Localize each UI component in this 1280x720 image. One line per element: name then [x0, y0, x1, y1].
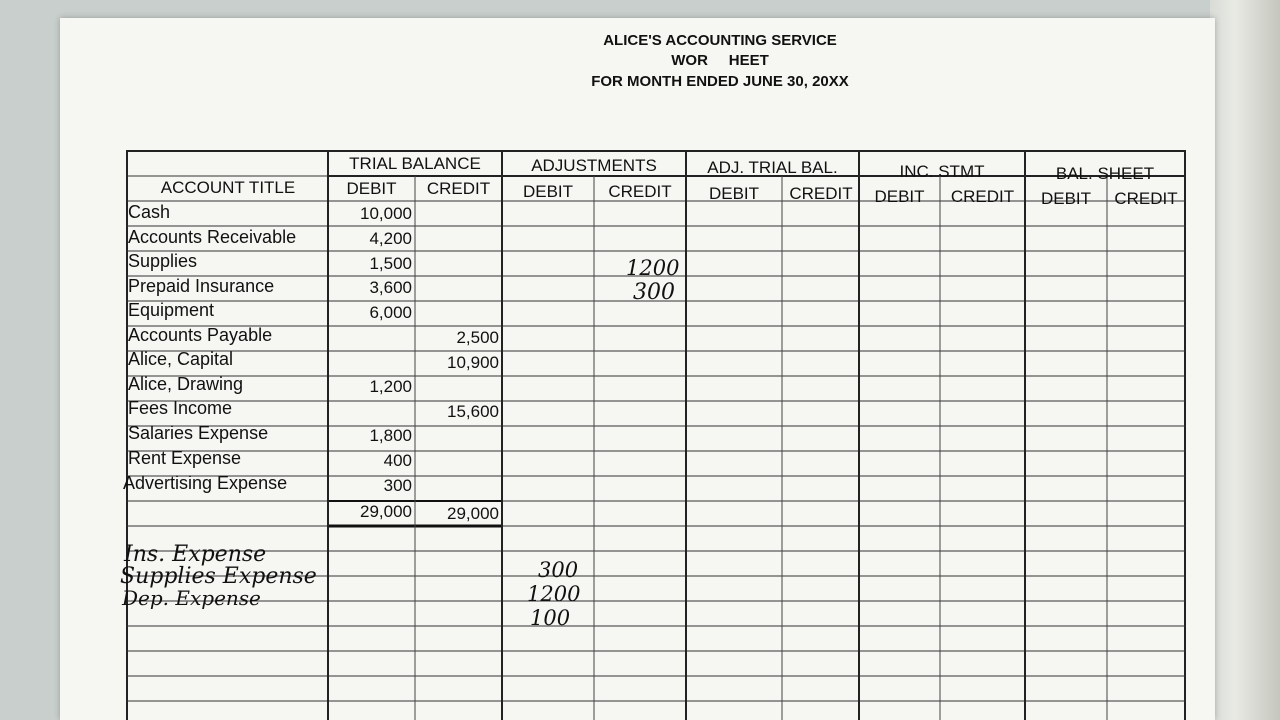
atb-debit-header: DEBIT [708, 184, 760, 203]
adj-debit-header: DEBIT [522, 182, 574, 201]
account-title: Accounts Payable [128, 325, 273, 345]
handwritten-adj-credit-prepaid: 300 [633, 280, 675, 305]
account-title: Prepaid Insurance [128, 276, 275, 296]
tb-debit-value: 6,000 [369, 303, 412, 322]
handwritten-ins-expense: Ins. Expense [124, 542, 267, 567]
handwritten-supplies-expense: Supplies Expense [120, 564, 317, 589]
handwritten-adj-debit-dep: 100 [530, 606, 571, 630]
tb-debit-value: 300 [383, 476, 412, 495]
account-title: Accounts Receivable [128, 227, 297, 247]
adjustments-header: ADJUSTMENTS [531, 156, 657, 175]
bs-debit-header: DEBIT [1040, 189, 1092, 208]
account-title: Cash [128, 202, 171, 222]
background-edge [1210, 0, 1280, 720]
account-title: Advertising Expense [123, 473, 288, 493]
tb-credit-total: 29,000 [447, 504, 499, 523]
period-line: FOR MONTH ENDED JUNE 30, 20XX [591, 73, 849, 90]
account-title: Salaries Expense [128, 423, 269, 443]
tb-credit-value: 10,900 [447, 353, 499, 372]
handwritten-adj-debit-ins: 300 [538, 558, 579, 582]
tb-debit-value: 4,200 [369, 229, 412, 248]
trial-balance-header: TRIAL BALANCE [349, 154, 481, 173]
worksheet-title: WOR HEET [671, 52, 769, 69]
atb-credit-header: CREDIT [789, 184, 853, 203]
bal-sheet-header: BAL. SHEET [1055, 164, 1155, 183]
adj-credit-header: CREDIT [608, 182, 672, 201]
tb-debit-header: DEBIT [346, 179, 397, 198]
worksheet-grid [118, 150, 1186, 720]
tb-credit-value: 15,600 [447, 402, 499, 421]
handwritten-adj-credit-supplies: 1200 [626, 256, 680, 280]
account-title: Alice, Capital [128, 349, 234, 369]
tb-debit-value: 10,000 [360, 204, 412, 223]
account-title: Fees Income [128, 398, 233, 418]
tb-debit-value: 1,500 [369, 254, 412, 273]
tb-credit-value: 2,500 [456, 328, 499, 347]
tb-credit-header: CREDIT [426, 179, 491, 198]
tb-debit-value: 1,200 [369, 377, 412, 396]
adj-trial-bal-header: ADJ. TRIAL BAL. [707, 158, 838, 177]
is-debit-header: DEBIT [874, 187, 925, 206]
account-title: Alice, Drawing [128, 374, 244, 394]
account-title-header: ACCOUNT TITLE [160, 178, 296, 197]
tb-debit-value: 1,800 [369, 426, 412, 445]
bs-credit-header: CREDIT [1114, 189, 1178, 208]
handwritten-adj-debit-supplies: 1200 [527, 582, 581, 606]
account-title: Rent Expense [128, 448, 242, 468]
is-credit-header: CREDIT [950, 187, 1015, 206]
inc-stmt-header: INC. STMT [899, 162, 985, 181]
handwritten-dep-expense: Dep. Expense [122, 586, 261, 610]
tb-debit-total: 29,000 [360, 502, 412, 521]
tb-debit-value: 3,600 [369, 278, 412, 297]
account-title: Equipment [128, 300, 215, 320]
account-title: Supplies [128, 251, 198, 271]
company-name: ALICE'S ACCOUNTING SERVICE [603, 32, 837, 49]
tb-debit-value: 400 [383, 451, 412, 470]
